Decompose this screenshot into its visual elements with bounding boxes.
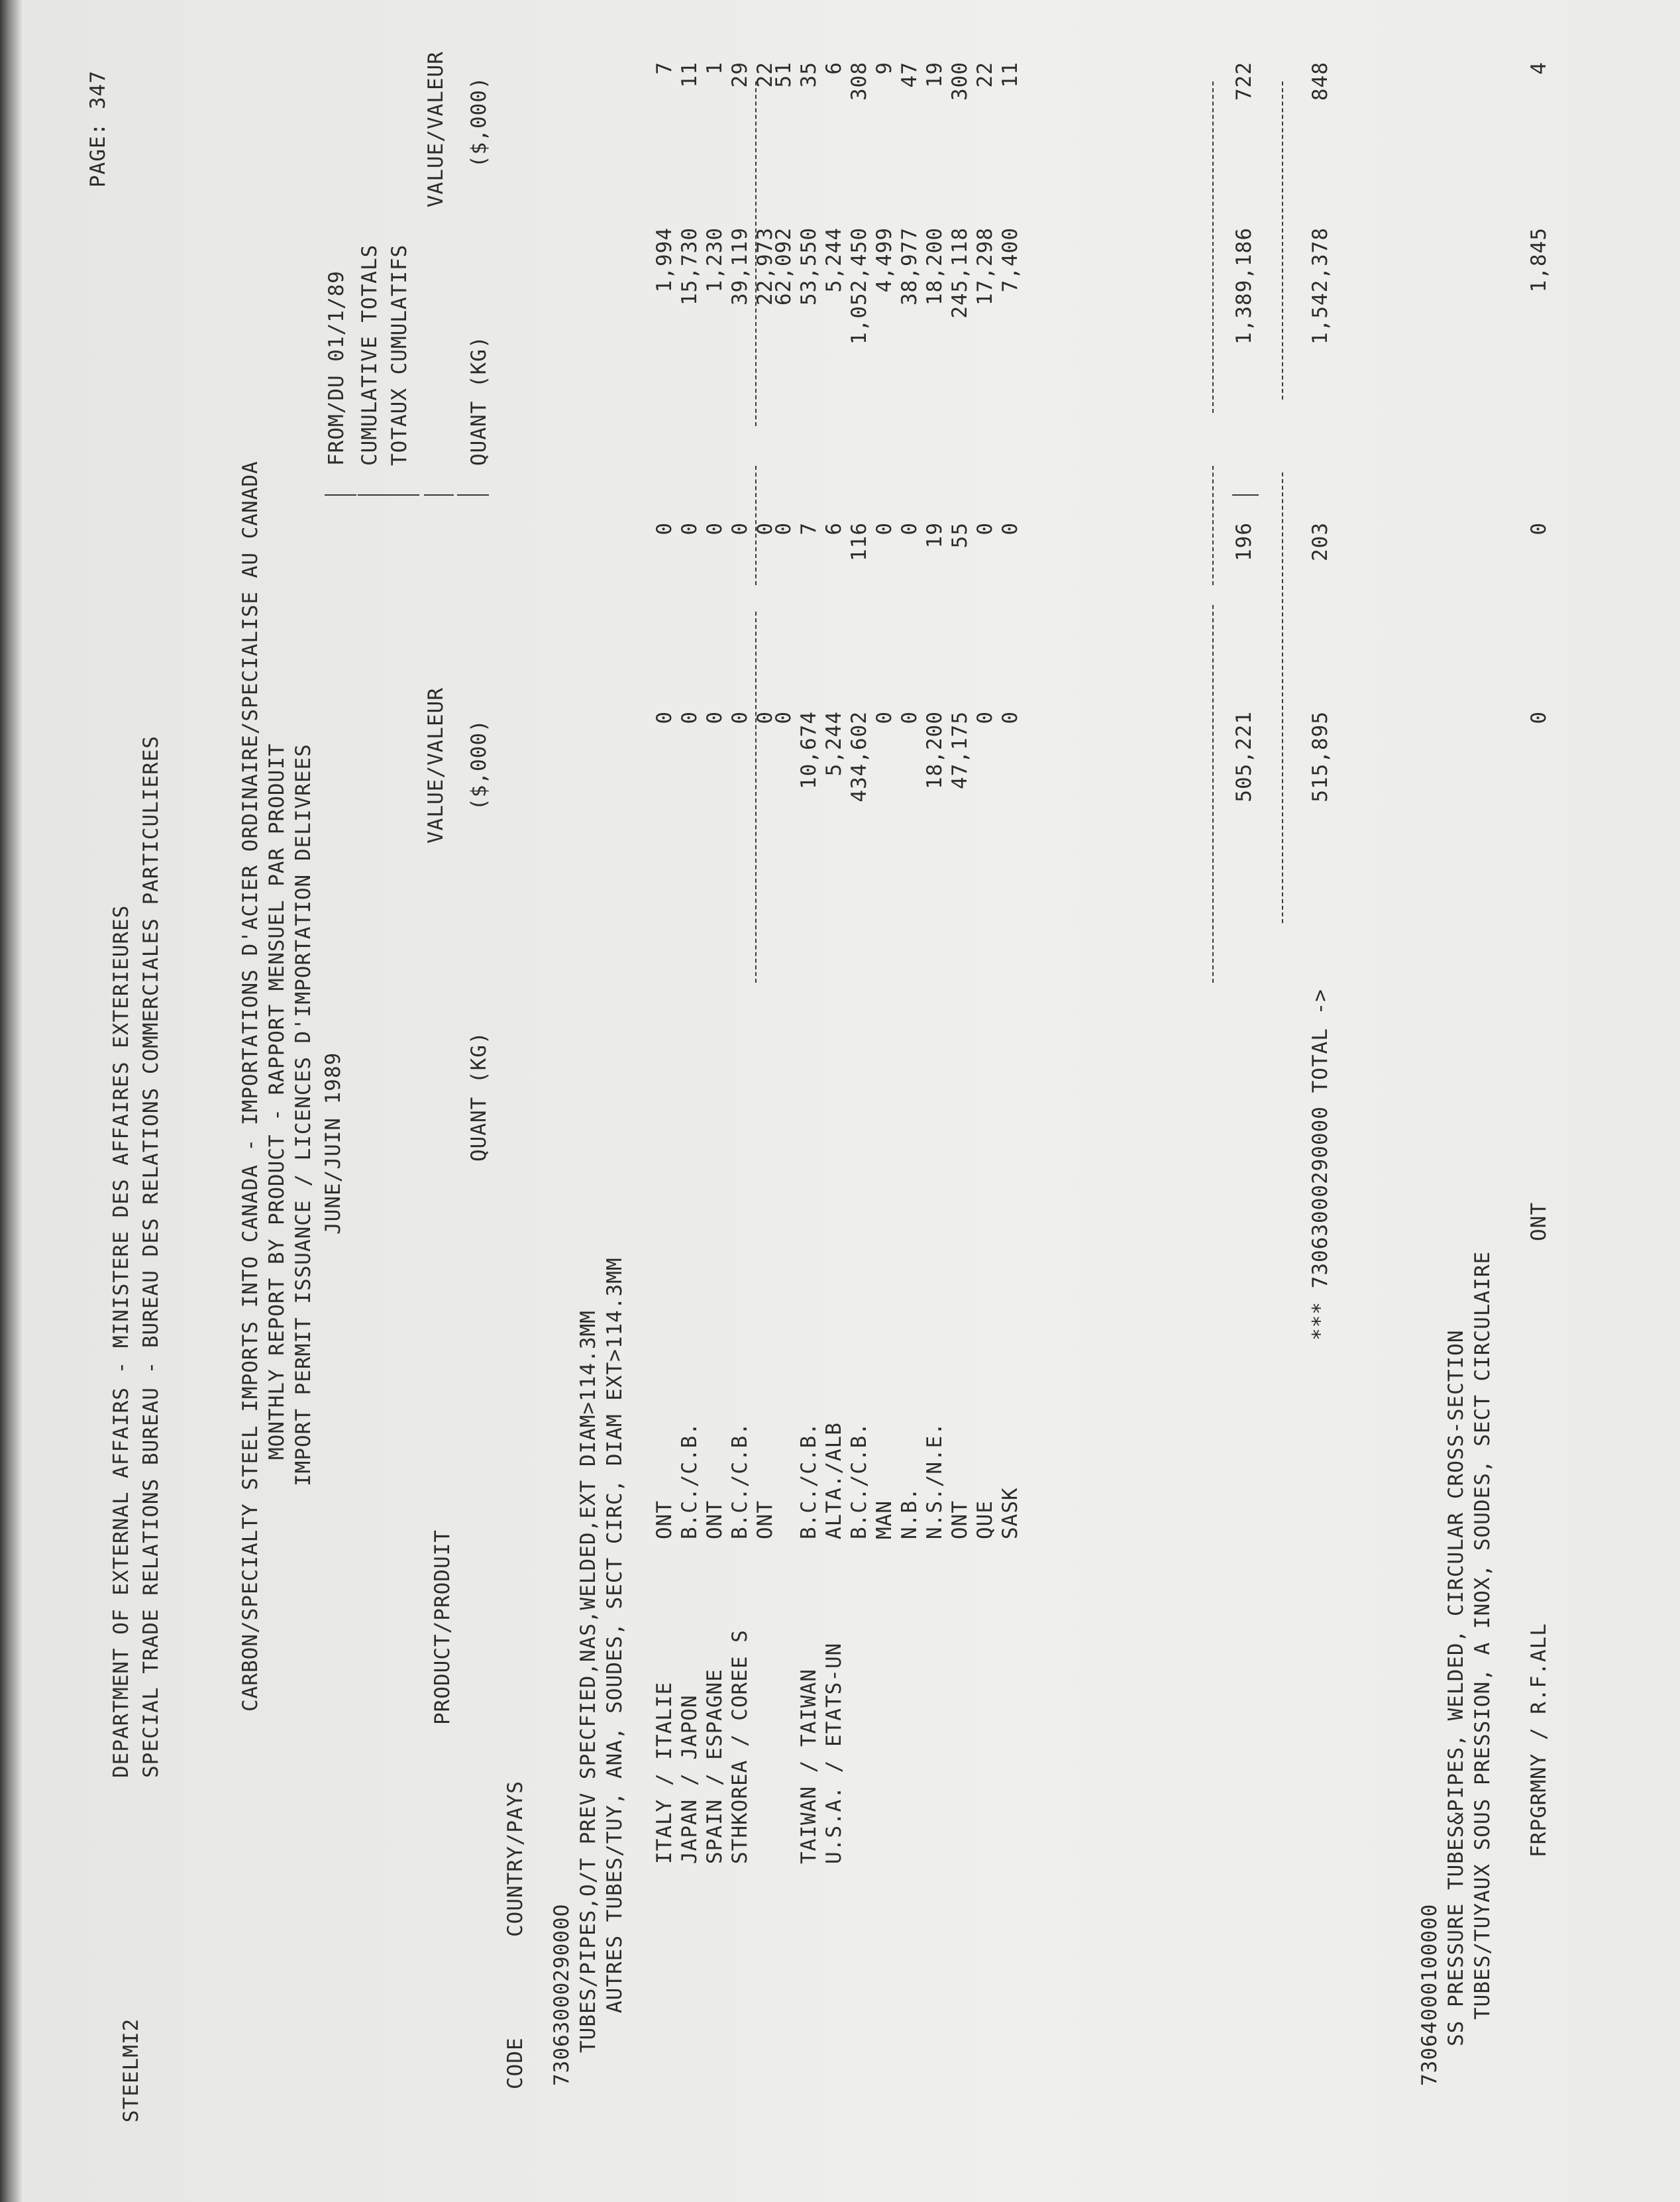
cumulative-quantity-cell: 18,200 [923,227,947,305]
column-divider [457,494,489,496]
value-unit-header: ($,000) [467,719,491,810]
report-title-2: MONTHLY REPORT BY PRODUCT - RAPPORT MENSUEL PAR PRODUIT [265,743,289,1460]
quantity-cell: 0 [872,711,896,724]
cumulative-quantity-cell: 22,973 [753,227,777,305]
value-cell: 0 [898,522,921,535]
subtotal-cumulative-quantity: 1,389,186 [1232,227,1256,345]
product-description-fr: AUTRES TUBES/TUY, ANA, SOUDES, SECT CIRC, DIAM EXT>114.3MM [603,1257,627,2013]
quantity-cell: 0 [1527,711,1551,724]
subtotal-value: 196 [1232,522,1256,561]
province: ONT [1527,1202,1551,1241]
value-cell: 6 [822,522,846,535]
cumulative-quantity-cell: 1,845 [1527,227,1551,293]
quantity-cell: 18,200 [923,711,947,789]
column-divider [358,494,390,496]
report-title-3: IMPORT PERMIT ISSUANCE / LICENCES D'IMPORTATION DELIVREES [291,743,315,1486]
province: MAN [872,1500,896,1539]
cumulative-quantity-cell: 1,052,450 [847,227,871,345]
cumulative-value-cell: 19 [923,62,947,88]
cumulative-value-cell: 4 [1527,62,1551,75]
total-cumulative-value: 848 [1308,62,1332,101]
province: ONT [948,1500,972,1539]
product-code: 73064000100000 [1418,1903,1442,2086]
cumulative-value-cell: 308 [847,62,871,101]
cumulative-quantity-header: QUANT (KG) [467,335,491,466]
province: QUE [973,1500,997,1539]
total-cumulative-quantity: 1,542,378 [1308,227,1332,345]
total-value: 203 [1308,522,1332,561]
cumulative-quantity-cell: 38,977 [898,227,921,305]
cumulative-value-header: VALUE/VALEUR [424,51,448,207]
province: ONT [753,1500,777,1539]
quantity-cell: 0 [973,711,997,724]
quantity-cell: 0 [998,711,1022,724]
country-name: TAIWAN / TAIWAN [797,1669,821,1864]
cumulative-value-cell: 7 [653,62,676,75]
value-cell: 0 [728,522,752,535]
province: ALTA./ALB [822,1422,846,1539]
quantity-cell: 5,244 [822,711,846,777]
value-cell: 0 [973,522,997,535]
cumulative-value-cell: 1 [703,62,727,75]
value-cell: 0 [872,522,896,535]
value-header: VALUE/VALEUR [424,687,448,844]
report-id: STEELMI2 [119,2018,143,2122]
cumulative-quantity-cell: 1,994 [653,227,676,293]
quantity-cell: 0 [653,711,676,724]
product-header: PRODUCT/PRODUIT [431,1529,454,1725]
separator-line [755,612,757,983]
product-code: 7306300029000O [550,1903,574,2086]
quantity-cell: 434,602 [847,711,871,802]
quantity-cell: 0 [898,711,921,724]
separator-line [1212,605,1214,983]
quantity-cell: 47,175 [948,711,972,789]
cumulative-value-cell: 51 [772,62,796,88]
cumulative-value-cell: 35 [797,62,821,88]
province: B.C./C.B. [678,1422,702,1539]
value-cell: 55 [948,522,972,549]
country-name: JAPAN / JAPON [678,1694,702,1864]
cumulative-value-cell: 47 [898,62,921,88]
subtotal-cumulative-value: 722 [1232,62,1256,101]
value-cell: 0 [1527,522,1551,535]
cumulative-value-cell: 11 [678,62,702,88]
code-header: CODE [503,2037,527,2089]
cumulative-totals-label: CUMULATIVE TOTALS [358,244,382,466]
quantity-cell: 0 [753,711,777,724]
country-name: SPAIN / ESPAGNE [703,1669,727,1864]
quantity-cell: 0 [772,711,796,724]
value-cell: 0 [703,522,727,535]
column-divider [1232,494,1259,496]
cumulative-value-cell: 6 [822,62,846,75]
country-name: ITALY / ITALIE [653,1681,676,1864]
value-cell: 116 [847,522,871,561]
report-month: JUNE/JUIN 1989 [321,1052,345,1235]
country-name: U.S.A. / ETATS-UN [822,1642,846,1864]
product-description-fr: TUBES/TUYAUX SOUS PRESSION, A INOX, SOUDES, SECT CIRCULAIRE [1471,1250,1495,2020]
province: B.C./C.B. [728,1422,752,1539]
cumulative-value-cell: 9 [872,62,896,75]
product-description-en: TUBES/PIPES,O/T PREV SPECFIED,NAS,WELDED,EXT DIAM>114.3MM [576,1310,600,2053]
quantity-header: QUANT (KG) [467,1031,491,1162]
province: ONT [703,1500,727,1539]
separator-line [755,82,757,426]
separator-line [755,466,757,585]
province: B.C./C.B. [797,1422,821,1539]
value-cell: 0 [653,522,676,535]
cumulative-value-unit-header: ($,000) [467,76,491,168]
value-cell: 0 [753,522,777,535]
subtotal-quantity: 505,221 [1232,711,1256,802]
value-cell: 19 [923,522,947,549]
separator-line [1212,82,1214,413]
cumulative-quantity-cell: 7,400 [998,227,1022,293]
separator-line [1282,82,1283,400]
cumulative-quantity-cell: 17,298 [973,227,997,305]
cumulative-quantity-cell: 1,230 [703,227,727,293]
country-name: STHKOREA / COREE S [728,1629,752,1864]
cumulative-quantity-cell: 62,092 [772,227,796,305]
product-description-en: SS PRESSURE TUBES&PIPES, WELDED, CIRCULAR CROSS-SECTION [1444,1329,1468,2046]
cumulative-value-cell: 22 [973,62,997,88]
column-divider [325,494,356,496]
page-number: PAGE: 347 [86,70,110,188]
cumulative-quantity-cell: 39,119 [728,227,752,305]
report-title-1: CARBON/SPECIALTY STEEL IMPORTS INTO CANADA - IMPORTATIONS D'ACIER ORDINAIRE/SPECIALISE AU CANADA [238,461,262,1712]
province: N.B. [898,1487,921,1539]
cumulative-from-date: FROM/DU 01/1/89 [325,270,348,466]
separator-line [1282,472,1283,923]
cumulative-value-cell: 22 [753,62,777,88]
cumulative-quantity-cell: 53,550 [797,227,821,305]
value-cell: 0 [678,522,702,535]
cumulative-value-cell: 300 [948,62,972,101]
province: N.S./N.E. [923,1422,947,1539]
cumulative-quantity-cell: 4,499 [872,227,896,293]
country-header: COUNTRY/PAYS [503,1781,527,1937]
province: B.C./C.B. [847,1422,871,1539]
cumulative-quantity-cell: 15,730 [678,227,702,305]
cumulative-value-cell: 11 [998,62,1022,88]
cumulative-totals-label-fr: TOTAUX CUMULATIFS [388,244,411,466]
total-label: *** 73063000290000 TOTAL -> [1308,989,1332,1341]
cumulative-quantity-cell: 245,118 [948,227,972,319]
province: SASK [998,1487,1022,1539]
quantity-cell: 0 [678,711,702,724]
column-divider [424,494,454,496]
value-cell: 0 [998,522,1022,535]
department-line-2: SPECIAL TRADE RELATIONS BUREAU - BUREAU DES RELATIONS COMMERCIALES PARTICULIERES [139,735,163,1778]
total-quantity: 515,895 [1308,711,1332,802]
value-cell: 0 [772,522,796,535]
quantity-cell: 0 [728,711,752,724]
value-cell: 7 [797,522,821,535]
separator-line [1212,466,1214,585]
department-line-1: DEPARTMENT OF EXTERNAL AFFAIRS - MINISTERE DES AFFAIRES EXTERIEURES [109,905,133,1778]
cumulative-value-cell: 29 [728,62,752,88]
quantity-cell: 10,674 [797,711,821,789]
country-name: FRPGRMNY / R.F.ALL [1527,1623,1551,1857]
cumulative-quantity-cell: 5,244 [822,227,846,293]
province: ONT [653,1500,676,1539]
column-divider [388,494,419,496]
quantity-cell: 0 [703,711,727,724]
